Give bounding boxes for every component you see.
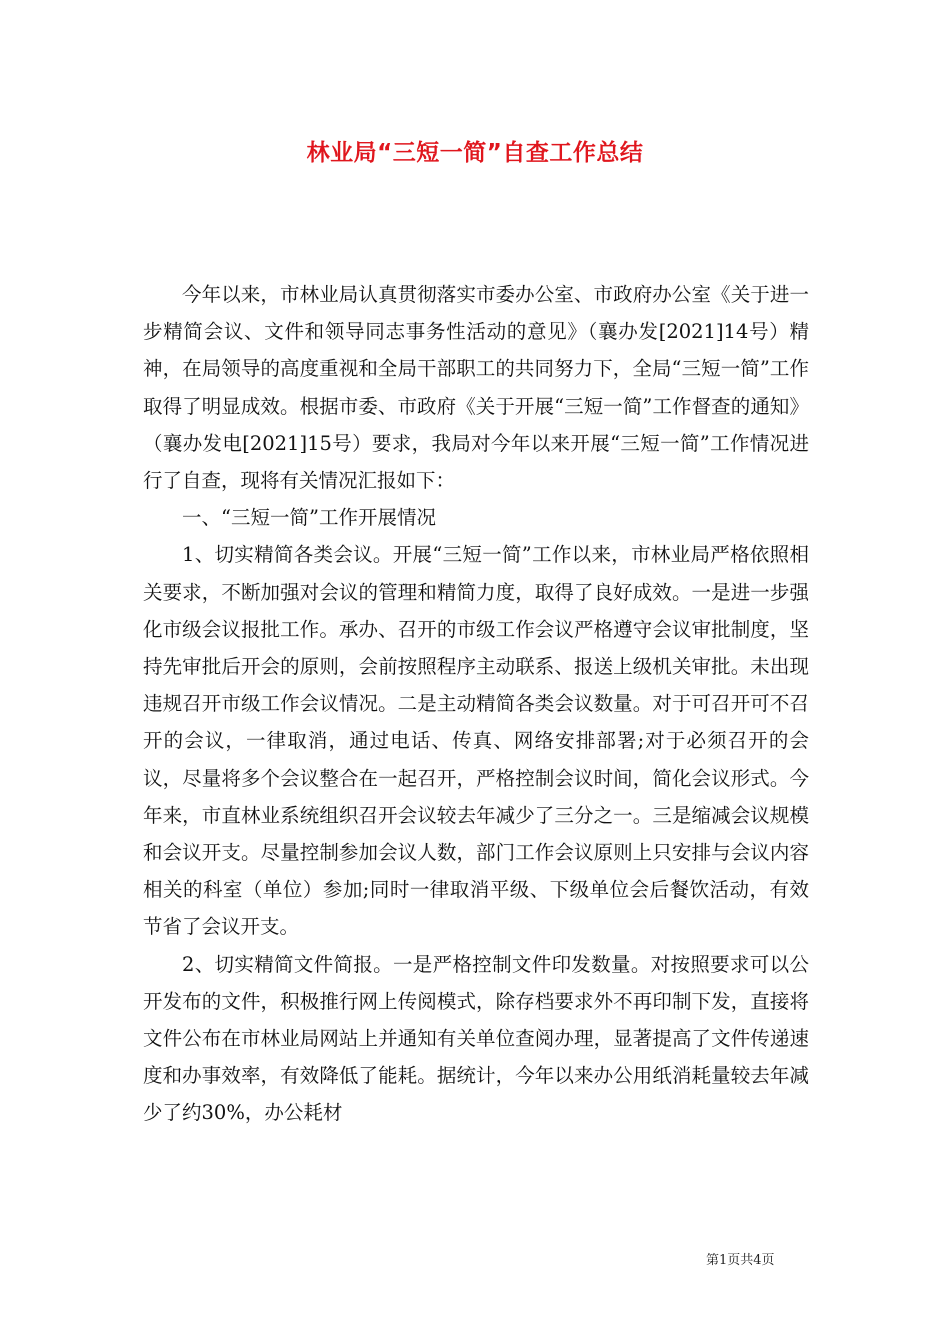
- paragraph-documents: 2、切实精简文件简报。一是严格控制文件印发数量。对按照要求可以公开发布的文件，积极推行网上传阅模式，除存档要求外不再印制下发，直接将文件公布在市林业局网站上并通知有关单位查阅办理，显著提高了文件传递速度和办事效率，有效降低了能耗。据统计，今年以来办公用纸消耗量较去年减少了约30%，办公耗材: [143, 952, 809, 1125]
- page-number: 第1页共4页: [706, 1253, 775, 1268]
- section-heading-1: 一、“三短一简”工作开展情况: [182, 506, 436, 530]
- document-title: 林业局“三短一简”自查工作总结: [306, 140, 644, 166]
- document-body: [143, 276, 809, 1132]
- paragraph-meetings: 1、切实精简各类会议。开展“三短一简”工作以来，市林业局严格依照相关要求，不断加强对会议的管理和精简力度，取得了良好成效。一是进一步强化市级会议报批工作。承办、召开的市级工作会议严格遵守会议审批制度，坚持先审批后开会的原则，会前按照程序主动联系、报送上级机关审批。未出现违规召开市级工作会议情况。二是主动精简各类会议数量。对于可召开可不召开的会议，一律取消，通过电话、传真、网络安排部署;对于必须召开的会议，尽量将多个会议整合在一起召开，严格控制会议时间，简化会议形式。今年来，市直林业系统组织召开会议较去年减少了三分之一。三是缩减会议规模和会议开支。尽量控制参加会议人数，部门工作会议原则上只安排与会议内容相关的科室（单位）参加;同时一律取消平级、下级单位会后餐饮活动，有效节省了会议开支。: [143, 543, 809, 939]
- paragraph-intro: 今年以来，市林业局认真贯彻落实市委办公室、市政府办公室《关于进一步精简会议、文件和领导同志事务性活动的意见》（襄办发[2021]14号）精神，在局领导的高度重视和全局干部职工的共同努力下，全局“三短一简”工作取得了明显成效。根据市委、市政府《关于开展“三短一简”工作督查的通知》（襄办发电[2021]15号）要求，我局对今年以来开展“三短一简”工作情况进行了自查，现将有关情况汇报如下：: [143, 283, 809, 493]
